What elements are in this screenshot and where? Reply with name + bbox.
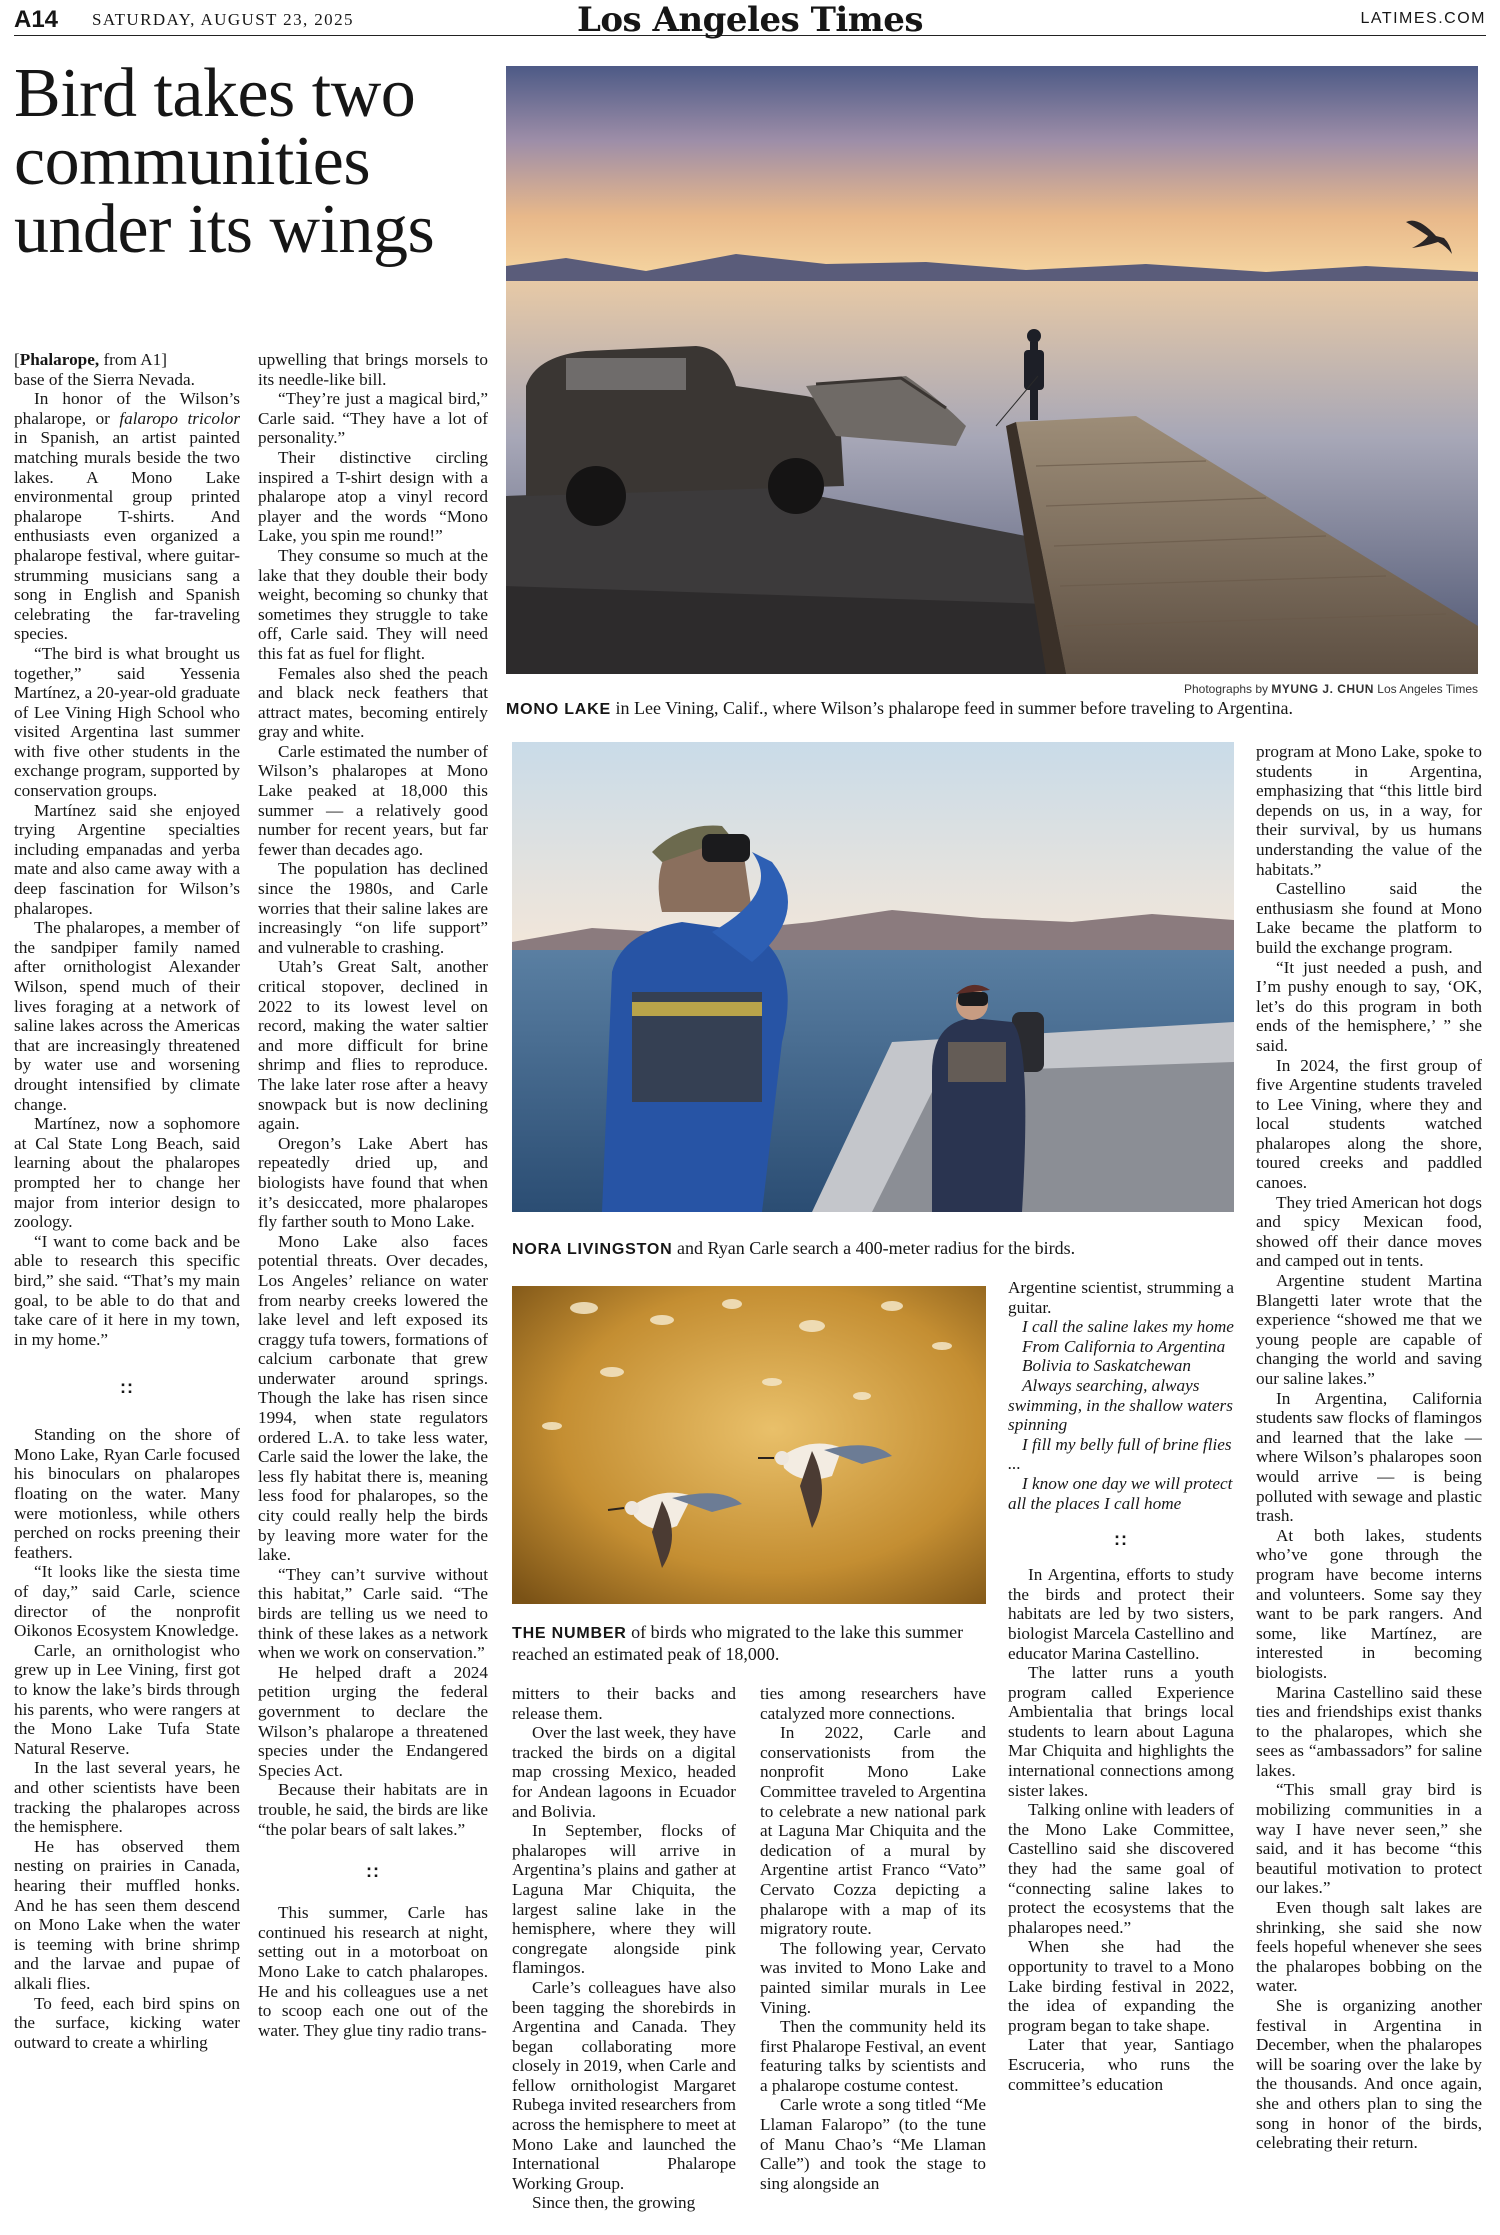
- birds-flight-illustration: [512, 1286, 986, 1604]
- paragraph: upwelling that brings morsels to its needle-like bill.: [258, 350, 488, 389]
- paragraph: Later that year, Santiago Escruceria, who runs the committee’s education: [1008, 2035, 1234, 2094]
- article-column-1: [14, 350, 240, 2225]
- paragraph: “It just needed a push, and I’m pushy enough to say, ‘OK, let’s do this program in both ends of the hemisphere,’ ” she said.: [1256, 957, 1482, 1055]
- paragraph: Mono Lake also faces potential threats. Over decades, Los Angeles’ reliance on water from nearby creeks lowered the lake level and left exposed its craggy tufa towers, formations of calcium carbonate that grew underwater around springs. Though the lake has risen since 1994, when state regulators ordered L.A. to take less water, Carle said the lower the lake, the less fly habitat there is, meaning less food for phalaropes, so the city could really help the birds by leaving more water for the lake.: [258, 1231, 488, 1565]
- credit-prefix: Photographs by: [1184, 682, 1269, 696]
- article-column-2: [258, 350, 488, 2225]
- section-divider: ::: [1114, 1529, 1128, 1550]
- jump-line: [Phalarope, from A1]: [14, 350, 167, 369]
- headline: Bird takes two communities under its wings: [14, 55, 435, 268]
- paragraph: This summer, Carle has continued his research at night, setting out in a motorboat on Mono Lake to catch phalaropes. He and his colleagues use a net to scoop each one out of the water. They glue tiny radio trans-: [258, 1903, 488, 2040]
- paragraph: [14, 389, 240, 644]
- paragraph: “It looks like the siesta time of day,” said Carle, science director of the nonprofit Oikonos Ecosystem Knowledge.: [14, 1562, 240, 1641]
- paragraph: He has observed them nesting on prairies in Canada, hearing their muffled honks. And he has seen them descend on Mono Lake when the water is teeming with brine shrimp and the larvae and pupae of alkali flies.: [14, 1836, 240, 1993]
- jump-kicker: Phalarope,: [19, 350, 100, 369]
- paragraph: Carle wrote a song titled “Me Llaman Falaropo” (to the tune of Manu Chao’s “Me Llaman Calle”) and took the stage to sing alongside an: [760, 2095, 986, 2193]
- caption-lead: MONO LAKE: [506, 701, 611, 718]
- boat-scene-illustration: [512, 742, 1234, 1212]
- photo-mono-lake-dock: [506, 66, 1478, 674]
- article-column-5: [1008, 1278, 1234, 2225]
- paragraph: The following year, Cervato was invited to Mono Lake and painted similar murals in Lee Vining.: [760, 1938, 986, 2017]
- text-run: in Spanish, an artist painted matching murals beside the two lakes. A Mono Lake environmental group printed phalarope T-shirts. And enthusiasts even organized a phalarope festival, where guitar-strumming musicians sang a song in English and Spanish celebrating the far-traveling species.: [14, 428, 240, 644]
- site-url[interactable]: LATIMES.COM: [1360, 10, 1486, 27]
- section-divider: ::: [120, 1377, 134, 1398]
- caption-mono-lake: [506, 698, 1478, 720]
- page-number: A14: [14, 6, 59, 33]
- paragraph: In 2024, the first group of five Argentine students traveled to Lee Vining, where they and local students watched phalaropes along the shore, toured creeks and paddled canoes.: [1256, 1055, 1482, 1193]
- text-run: In honor of the Wilson’s phalarope, or: [14, 389, 240, 428]
- paragraph: They tried American hot dogs and spicy Mexican food, showed off their dance moves and camped out in tents.: [1256, 1192, 1482, 1271]
- paragraph: In 2022, Carle and conservationists from the nonprofit Mono Lake Committee traveled to Argentina to celebrate a new national park at Laguna Mar Chiquita and the dedication of a mural by Argentine artist Franco “Vato” Cervato Cozza depicting a phalarope with a map of its migratory route.: [760, 1723, 986, 1939]
- jump-from: from A1]: [99, 350, 167, 369]
- paragraph: Then the community held its first Phalarope Festival, an event featuring talks by scientists and a phalarope costume contest.: [760, 2017, 986, 2095]
- song-lyric: I call the saline lakes my home: [1022, 1317, 1234, 1337]
- article-column-4: [760, 1684, 986, 2225]
- caption-lead: NORA LIVINGSTON: [512, 1241, 673, 1258]
- paragraph: Marina Castellino said these ties and friendships exist thanks to the phalaropes, which she sees as “ambassadors” for saline lakes.: [1256, 1682, 1482, 1780]
- newspaper-logo[interactable]: Los Angeles Times: [576, 0, 924, 40]
- article-column-6: [1256, 742, 1482, 2225]
- paragraph: Carle, an ornithologist who grew up in Lee Vining, first got to know the lake’s birds through his parents, who were rangers at the Mono Lake Tufa State Natural Reserve.: [14, 1640, 240, 1758]
- paragraph: program at Mono Lake, spoke to students in Argentina, emphasizing that “this little bird depends on us, in a way, for their survival, by us humans understanding the value of the habitats.”: [1256, 742, 1482, 879]
- photo-phalaropes-flight: [512, 1286, 986, 1604]
- paragraph: Because their habitats are in trouble, he said, the birds are like “the polar bears of salt lakes.”: [258, 1780, 488, 1839]
- paragraph: Martínez said she enjoyed trying Argentine specialties including empanadas and yerba mate and also came away with a deep fascination for Wilson’s phalaropes.: [14, 800, 240, 918]
- paragraph: The latter runs a youth program called Experience Ambientalia that brings local students to learn about Laguna Mar Chiquita and highlights the international connections among sister lakes.: [1008, 1663, 1234, 1800]
- song-lyric: Always searching, always swimming, in the shallow waters spinning: [1008, 1375, 1233, 1435]
- paragraph: Females also shed the peach and black neck feathers that attract mates, becoming entirely gray and white.: [258, 663, 488, 742]
- paragraph: In September, flocks of phalaropes will arrive in Argentina’s plains and gather at Laguna Mar Chiquita, the largest saline lake in the hemisphere, where they will congregate alongside pink flamingos.: [512, 1821, 736, 1978]
- paragraph: Oregon’s Lake Abert has repeatedly dried up, and biologists have found that when it’s desiccated, more phalaropes fly farther south to Mono Lake.: [258, 1133, 488, 1232]
- paragraph: “I want to come back and be able to research this specific bird,” she said. “That’s my main goal, to be able to do that and take care of it here in my town, in my home.”: [14, 1231, 240, 1349]
- paragraph: Castellino said the enthusiasm she found at Mono Lake became the platform to build the exchange program.: [1256, 879, 1482, 957]
- credit-org: Los Angeles Times: [1377, 682, 1478, 696]
- paragraph: Argentine scientist, strumming a guitar.: [1008, 1278, 1234, 1317]
- song-lyric: I fill my belly full of brine flies ...: [1008, 1434, 1232, 1474]
- caption-text: in Lee Vining, Calif., where Wilson’s phalarope feed in summer before traveling to Argentina.: [610, 698, 1293, 718]
- paragraph: ties among researchers have catalyzed more connections.: [760, 1684, 986, 1723]
- paragraph: mitters to their backs and release them.: [512, 1684, 736, 1723]
- paragraph: He helped draft a 2024 petition urging the federal government to declare the Wilson’s phalarope a threatened species under the Endangered Species Act.: [258, 1662, 488, 1780]
- caption-lead: THE NUMBER: [512, 1625, 627, 1642]
- paragraph: They consume so much at the lake that they double their body weight, becoming so chunky that sometimes they struggle to take off, Carle said. They will need this fat as fuel for flight.: [258, 545, 488, 663]
- paragraph: In Argentina, efforts to study the birds and protect their habitats are led by two sisters, biologist Marcela Castellino and educator Marina Castellino.: [1008, 1565, 1234, 1663]
- photo-credit: [1020, 682, 1478, 696]
- section-divider: ::: [366, 1861, 380, 1882]
- caption-binoculars: [512, 1238, 1234, 1260]
- paragraph: The phalaropes, a member of the sandpiper family named after ornithologist Alexander Wilson, spend much of their lives foraging at a network of saline lakes across the Americas that are increasingly threatened by water use and worsening drought intensified by climate change.: [14, 918, 240, 1114]
- italic-term: falaropo tricolor: [119, 408, 240, 428]
- paragraph: Over the last week, they have tracked the birds on a digital map crossing Mexico, headed for Andean lagoons in Ecuador and Bolivia.: [512, 1723, 736, 1821]
- paragraph: “They’re just a magical bird,” Carle said. “They have a lot of personality.”: [258, 389, 488, 448]
- paragraph: Even though salt lakes are shrinking, she said she now feels hopeful whenever she sees the phalaropes bobbing on the water.: [1256, 1898, 1482, 1996]
- page-date: SATURDAY, AUGUST 23, 2025: [92, 10, 354, 29]
- caption-text: and Ryan Carle search a 400-meter radius for the birds.: [672, 1238, 1076, 1258]
- paragraph: In Argentina, California students saw flocks of flamingos and learned that the lake — where Wilson’s phalaropes soon would arrive — is being polluted with sewage and plastic trash.: [1256, 1388, 1482, 1526]
- song-lyric: I know one day we will protect all the places I call home: [1008, 1473, 1233, 1513]
- caption-number: [512, 1622, 986, 1665]
- caption-text: of birds who migrated to the lake this summer reached an estimated peak of 18,000.: [512, 1622, 964, 1664]
- song-lyric: From California to Argentina: [1022, 1336, 1226, 1356]
- paragraph: “The bird is what brought us together,” said Yessenia Martínez, a 20-year-old graduate of Lee Vining High School who visited Argentina last summer with five other students in the exchange program, supported by conservation groups.: [14, 643, 240, 801]
- photo-binoculars-boat: [512, 742, 1234, 1212]
- paragraph: base of the Sierra Nevada.: [14, 369, 195, 389]
- paragraph: Carle’s colleagues have also been tagging the shorebirds in Argentina and Canada. They began collaborating more closely in 2019, when Carle and fellow ornithologist Margaret Rubega invited researchers from across the hemisphere to meet at Mono Lake and launched the International Phalarope Working Group.: [512, 1977, 736, 2193]
- masthead: [14, 0, 1486, 40]
- paragraph: To feed, each bird spins on the surface, kicking water outward to create a whirling: [14, 1993, 240, 2052]
- paragraph: She is organizing another festival in Argentina in December, when the phalaropes will be soaring over the lake by the thousands. And once again, she and others plan to sing the song in honor of the birds, celebrating their return.: [1256, 1996, 1482, 2153]
- dock-scene-illustration: [506, 66, 1478, 674]
- paragraph: Carle estimated the number of Wilson’s phalaropes at Mono Lake peaked at 18,000 this summer — a relatively good number for recent years, but far fewer than decades ago.: [258, 741, 488, 859]
- paragraph: “This small gray bird is mobilizing communities in a way I have never seen,” she said, and it has become “this beautiful motivation to protect our lakes.”: [1256, 1780, 1482, 1898]
- song-lyric: Bolivia to Saskatchewan: [1022, 1356, 1191, 1376]
- paragraph: Their distinctive circling inspired a T-shirt design with a phalarope atop a vinyl record player and the words “Mono Lake, you spin me round!”: [258, 447, 488, 546]
- paragraph: In the last several years, he and other scientists have been tracking the phalaropes across the hemisphere.: [14, 1758, 240, 1837]
- paragraph: At both lakes, students who’ve gone through the program have become interns and volunteers. Some say they want to be park rangers. And some, like Martínez, are interested in becoming biologists.: [1256, 1525, 1482, 1682]
- paragraph: The population has declined since the 1980s, and Carle worries that their saline lakes are increasingly “on life support” and vulnerable to crashing.: [258, 859, 488, 957]
- paragraph: Martínez, now a sophomore at Cal State Long Beach, said learning about the phalaropes prompted her to change her major from interior design to zoology.: [14, 1114, 240, 1232]
- credit-photographer: MYUNG J. CHUN: [1271, 682, 1374, 696]
- paragraph: Since then, the growing: [532, 2193, 696, 2213]
- paragraph: Argentine student Martina Blangetti later wrote that the experience “showed me that we young people are capable of changing the world and saving our saline lakes.”: [1256, 1271, 1482, 1388]
- article-column-3: [512, 1684, 736, 2225]
- paragraph: When she had the opportunity to travel to a Mono Lake birding festival in 2022, the idea of expanding the program began to take shape.: [1008, 1937, 1234, 2035]
- paragraph: Standing on the shore of Mono Lake, Ryan Carle focused his binoculars on phalaropes floating on the water. Many were motionless, while others perched on rocks preening their feathers.: [14, 1425, 240, 1562]
- paragraph: Utah’s Great Salt, another critical stopover, declined in 2022 to its lowest level on record, making the water saltier and more difficult for brine shrimp and flies to reproduce. The lake later rose after a heavy snowpack but is now declining again.: [258, 957, 488, 1134]
- paragraph: Talking online with leaders of the Mono Lake Committee, Castellino said she discovered they had the same goal of “connecting saline lakes to protect the ecosystems that the phalaropes need.”: [1008, 1800, 1234, 1937]
- paragraph: “They can’t survive without this habitat,” Carle said. “The birds are telling us we need to think of these lakes as a network when we work on conservation.”: [258, 1564, 488, 1663]
